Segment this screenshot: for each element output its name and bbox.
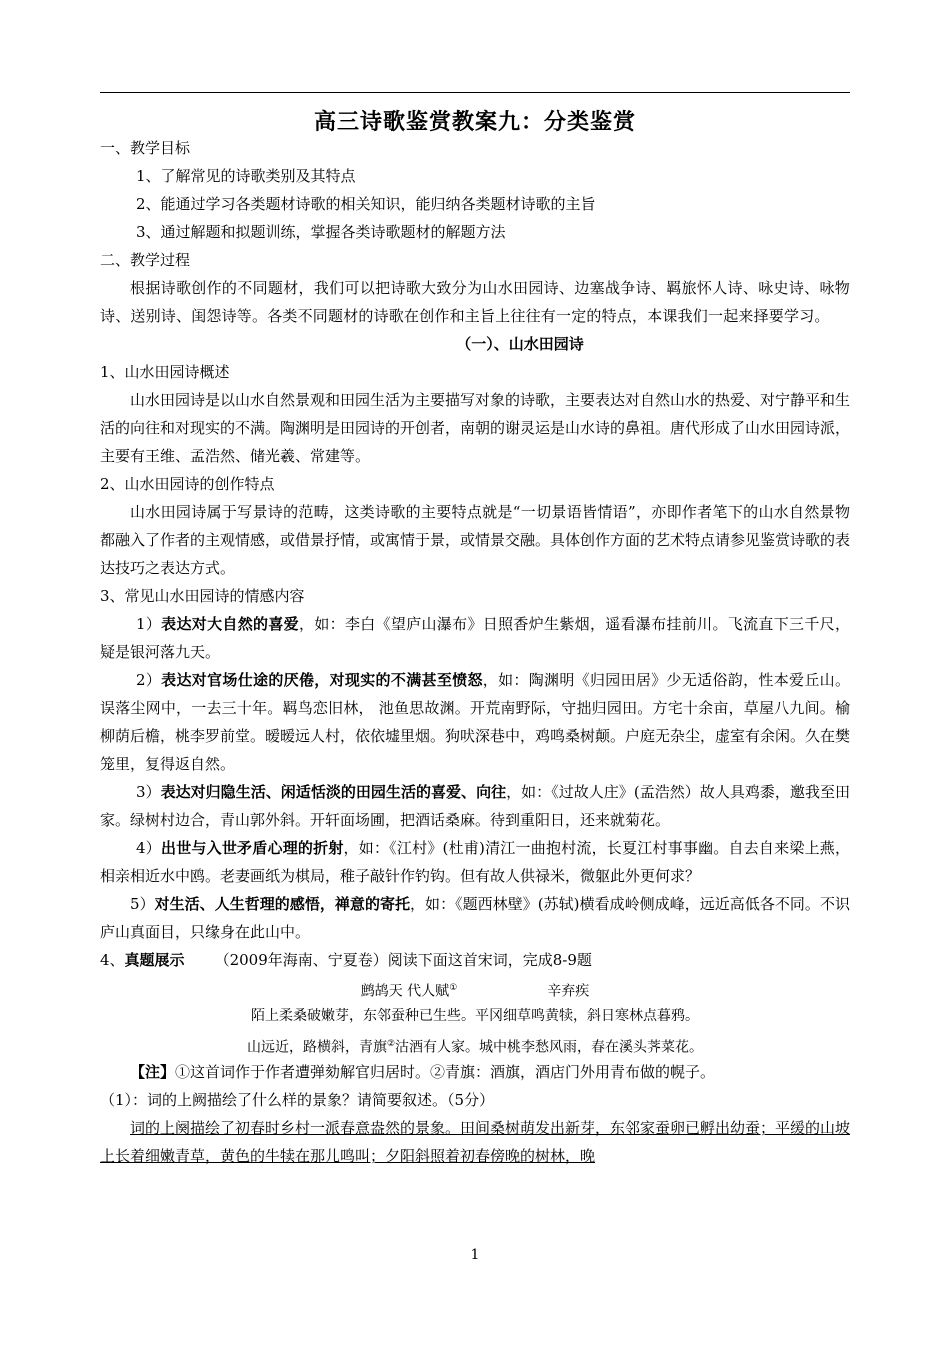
- part-heading-landscape: （一）、山水田园诗: [456, 335, 584, 353]
- poem-author: 辛弃疾: [547, 983, 590, 1000]
- emotion-item: 1）表达对大自然的喜爱，如：李白《望庐山瀑布》日照香炉生紫烟，遥看瀑布挂前川。飞流直下三千尺，疑是银河落九天。: [100, 615, 850, 661]
- answer-1: 词的上阕描绘了初春时乡村一派春意盎然的景象。田间桑树萌发出新芽，东邻家蚕卵已孵出幼蚕；平缓的山坡上长着细嫩青草，黄色的牛犊在那儿鸣叫；夕阳斜照着初春傍晚的树林，晚: [100, 1119, 851, 1165]
- exam-heading: 4、真题展示 （2009年海南、宁夏卷）阅读下面这首宋词，完成8-9题: [100, 951, 592, 969]
- features-paragraph: 山水田园诗属于写景诗的范畴，这类诗歌的主要特点就是“一切景语皆情语”，亦即作者笔下的山水自然景物都融入了作者的主观情感，或借景抒情，或寓情于景，或情景交融。具体创作方面的艺术特点请参见鉴赏诗歌的表达技巧之表达方式。: [100, 503, 851, 577]
- emotion-item: 5）对生活、人生哲理的感悟，禅意的寄托，如：《题西林壁》(苏轼)横看成岭侧成峰，远近高低各不同。不识庐山真面目，只缘身在此山中。: [100, 895, 850, 941]
- question-1: （1）：词的上阙描绘了什么样的景象？请简要叙述。（5分）: [100, 1091, 495, 1109]
- emotion-item: 2）表达对官场仕途的厌倦，对现实的不满甚至愤怒，如：陶渊明《归园田居》少无适俗韵，性本爱丘山。误落尘网中，一去三十年。羁鸟恋旧林， 池鱼思故渊。开荒南野际，守拙归园田。方宅十余亩，草屋八九间。榆柳荫后檐，桃李罗前堂。暧暧远人村，依依墟里烟。狗吠深巷中，鸡鸣桑树颠。户庭无杂尘，虚室有余闲。久在樊笼里，复得返自然。: [100, 671, 851, 773]
- subheading-overview: 1、山水田园诗概述: [100, 363, 230, 381]
- document-body: [100, 134, 850, 1170]
- page-title: 高三诗歌鉴赏教案九：分类鉴赏: [313, 110, 636, 135]
- intro-paragraph: 根据诗歌创作的不同题材，我们可以把诗歌大致分为山水田园诗、边塞战争诗、羁旅怀人诗、咏史诗、咏物诗、送别诗、闺怨诗等。各类不同题材的诗歌在创作和主旨上往往有一定的特点，本课我们一起来择要学习。: [100, 279, 850, 325]
- emotion-item: 4）出世与入世矛盾心理的折射，如：《江村》(杜甫)清江一曲抱村流，长夏江村事事幽。自去自来梁上燕，相亲相近水中鸥。老妻画纸为棋局，稚子敲针作钓钩。但有故人供禄米，微躯此外更何求？: [100, 839, 850, 885]
- section-heading-process: 二、教学过程: [100, 251, 191, 269]
- subheading-emotions: 3、常见山水田园诗的情感内容: [100, 587, 305, 605]
- poem-line: 山远近，路横斜，青旗②沽酒有人家。城中桃李愁风雨，春在溪头荠菜花。: [246, 1039, 704, 1056]
- goal-item: 3、通过解题和拟题训练，掌握各类诗歌题材的解题方法: [136, 223, 506, 241]
- subheading-features: 2、山水田园诗的创作特点: [100, 475, 275, 493]
- section-heading-goals: 一、教学目标: [100, 139, 191, 157]
- poem-note: 【注】①这首词作于作者遭弹劾解官归居时。②青旗：酒旗，酒店门外用青布做的幌子。: [130, 1063, 716, 1081]
- page-number: 1: [470, 1247, 480, 1263]
- overview-paragraph: 山水田园诗是以山水自然景观和田园生活为主要描写对象的诗歌，主要表达对自然山水的热爱、对宁静平和生活的向往和对现实的不满。陶渊明是田园诗的开创者，南朝的谢灵运是山水诗的鼻祖。唐代形成了山水田园诗派，主要有王维、孟浩然、储光羲、常建等。: [100, 391, 851, 465]
- poem-line: 陌上柔桑破嫩芽，东邻蚕种已生些。平冈细草鸣黄犊，斜日寒林点暮鸦。: [251, 1008, 699, 1024]
- emotion-item: 3）表达对归隐生活、闲适恬淡的田园生活的喜爱、向往，如：《过故人庄》(孟浩然）故人具鸡黍，邀我至田家。绿树村边合，青山郭外斜。开轩面场圃，把酒话桑麻。待到重阳日，还来就菊花。: [100, 783, 850, 829]
- header-rule: [100, 92, 850, 93]
- poem-heading: 鹧鸪天 代人赋① 辛弃疾: [360, 983, 590, 1000]
- goal-item: 2、能通过学习各类题材诗歌的相关知识，能归纳各类题材诗歌的主旨: [136, 195, 596, 213]
- poem-title: 鹧鸪天 代人赋: [360, 983, 450, 1000]
- goal-item: 1、了解常见的诗歌类别及其特点: [136, 167, 356, 185]
